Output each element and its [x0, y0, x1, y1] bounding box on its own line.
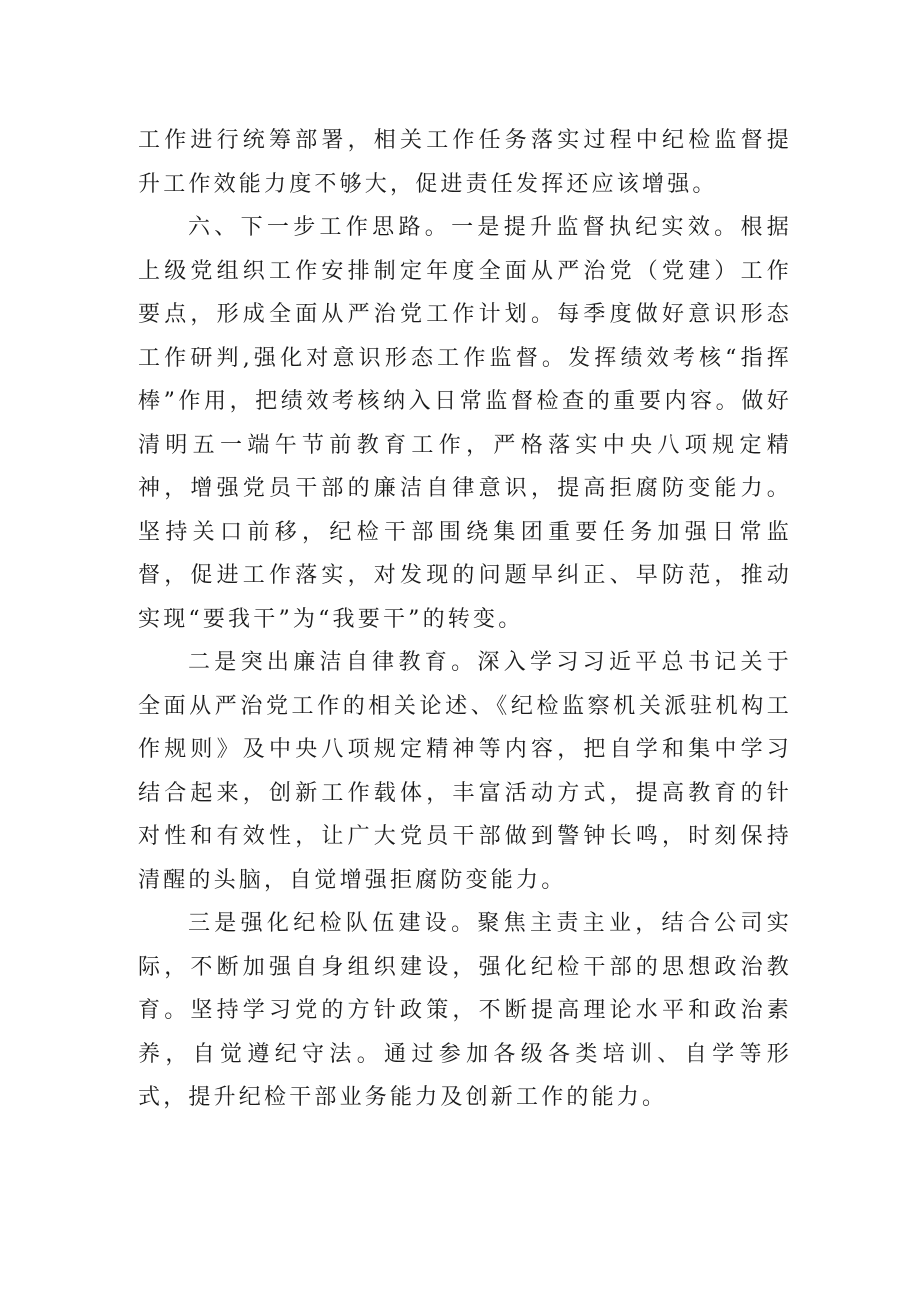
document-body [138, 119, 792, 1120]
paragraph-integrity-education: 二是突出廉洁自律教育。深入学习习近平总书记关于全面从严治党工作的相关论述、《纪检监察机关派驻机构工作规则》及中央八项规定精神等内容，把自学和集中学习结合起来，创新工作载体，丰富活动方式，提高教育的针对性和有效性，让广大党员干部做到警钟长鸣，时刻保持清醒的头脑，自觉增强拒腐防变能力。 [138, 650, 792, 893]
paragraph-next-steps: 六、下一步工作思路。一是提升监督执纪实效。根据上级党组织工作安排制定年度全面从严治党（党建）工作要点，形成全面从严治党工作计划。每季度做好意识形态工作研判,强化对意识形态工作监督。发挥绩效考核“指挥棒”作用，把绩效考核纳入日常监督检查的重要内容。做好清明五一端午节前教育工作，严格落实中央八项规定精神，增强党员干部的廉洁自律意识，提高拒腐防变能力。坚持关口前移，纪检干部围绕集团重要任务加强日常监督，促进工作落实，对发现的问题早纠正、早防范，推动实现“要我干”为“我要干”的转变。 [138, 215, 792, 632]
paragraph-continuation: 工作进行统筹部署，相关工作任务落实过程中纪检监督提升工作效能力度不够大，促进责任发挥还应该增强。 [138, 128, 792, 197]
paragraph-team-building: 三是强化纪检队伍建设。聚焦主责主业，结合公司实际，不断加强自身组织建设，强化纪检干部的思想政治教育。坚持学习党的方针政策，不断提高理论水平和政治素养，自觉遵纪守法。通过参加各级各类培训、自学等形式，提升纪检干部业务能力及创新工作的能力。 [138, 911, 792, 1110]
